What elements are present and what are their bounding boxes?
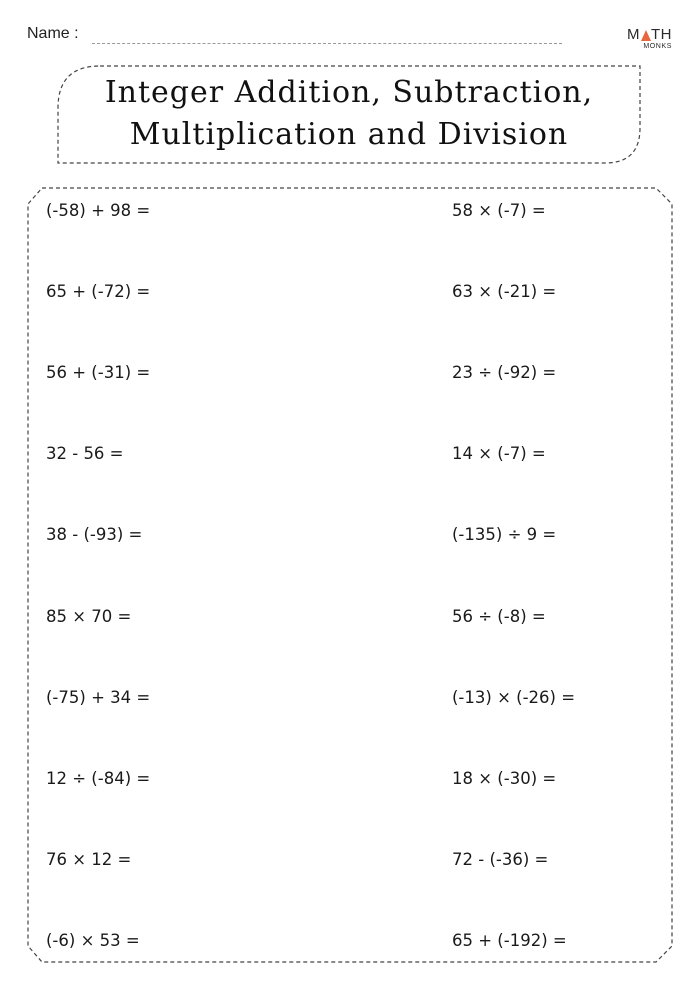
problem-left-3: 56 + (-31) = <box>46 363 151 382</box>
name-label: Name : <box>27 25 79 42</box>
problem-right-1: 58 × (-7) = <box>452 201 546 220</box>
problem-right-5: (-135) ÷ 9 = <box>452 525 557 544</box>
worksheet-title <box>58 72 640 156</box>
title-line-1: Integer Addition, Subtraction, <box>104 75 594 110</box>
problem-left-5: 38 - (-93) = <box>46 525 143 544</box>
logo-subtext: MONKS <box>643 43 672 50</box>
problem-left-8: 12 ÷ (-84) = <box>46 769 151 788</box>
problem-right-2: 63 × (-21) = <box>452 282 557 301</box>
problem-right-6: 56 ÷ (-8) = <box>452 607 546 626</box>
logo-letters-th: TH <box>651 26 672 43</box>
problem-left-1: (-58) + 98 = <box>46 201 151 220</box>
problem-left-7: (-75) + 34 = <box>46 688 151 707</box>
problem-right-7: (-13) × (-26) = <box>452 688 576 707</box>
problem-right-9: 72 - (-36) = <box>452 850 549 869</box>
problem-left-2: 65 + (-72) = <box>46 282 151 301</box>
problem-left-10: (-6) × 53 = <box>46 931 140 950</box>
problem-right-10: 65 + (-192) = <box>452 931 567 950</box>
problem-right-3: 23 ÷ (-92) = <box>452 363 557 382</box>
problem-right-8: 18 × (-30) = <box>452 769 557 788</box>
problem-right-4: 14 × (-7) = <box>452 444 546 463</box>
logo-letter-m: M <box>627 26 640 43</box>
problem-left-4: 32 - 56 = <box>46 444 124 463</box>
title-line-2: Multiplication and Division <box>129 117 569 152</box>
problem-left-9: 76 × 12 = <box>46 850 132 869</box>
problems-frame <box>28 188 672 962</box>
problem-left-6: 85 × 70 = <box>46 607 132 626</box>
